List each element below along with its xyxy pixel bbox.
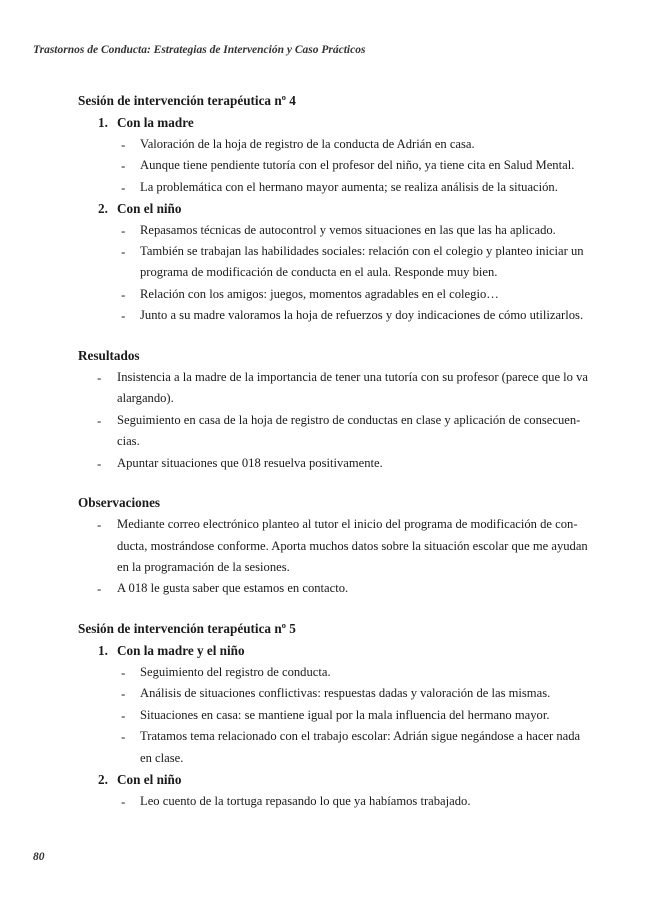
list-item-line: Insistencia a la madre de la importancia de tener una tutoría con su profesor (parece que lo va: [117, 370, 589, 384]
section-title-resultados: Resultados: [78, 348, 140, 363]
list-dash: -: [121, 729, 126, 744]
group-number: 1.: [98, 643, 108, 658]
list-item-line: Leo cuento de la tortuga repasando lo que ya habíamos trabajado.: [140, 794, 471, 808]
list-item-line: Seguimiento del registro de conducta.: [140, 665, 331, 679]
list-dash: -: [121, 180, 126, 195]
section-title-session-5: Sesión de intervención terapéutica nº 5: [78, 621, 296, 636]
group-number: 2.: [98, 201, 108, 216]
list-item-line: A 018 le gusta saber que estamos en contacto.: [117, 581, 349, 595]
list-dash: -: [121, 244, 126, 259]
group-number: 1.: [98, 115, 108, 130]
list-dash: -: [121, 708, 126, 723]
list-item-line: cias.: [117, 434, 140, 448]
list-dash: -: [121, 794, 126, 809]
list-dash: -: [97, 581, 102, 596]
list-item-line: ducta, mostrándose conforme. Aporta muchos datos sobre la situación escolar que me ayudan: [117, 539, 588, 553]
list-item-line: Análisis de situaciones conflictivas: respuestas dadas y valoración de las mismas.: [140, 686, 551, 700]
list-item-line: Aunque tiene pendiente tutoría con el profesor del niño, ya tiene cita en Salud Mental.: [140, 158, 575, 172]
list-item-line: Valoración de la hoja de registro de la conducta de Adrián en casa.: [140, 137, 475, 151]
group-label: Con el niño: [117, 772, 182, 787]
list-dash: -: [97, 517, 102, 532]
group-label: Con la madre: [117, 115, 194, 130]
list-item-line: La problemática con el hermano mayor aumenta; se realiza análisis de la situación.: [140, 180, 558, 194]
list-item-line: programa de modificación de conducta en el aula. Responde muy bien.: [140, 265, 498, 279]
list-item-line: Relación con los amigos: juegos, momentos agradables en el colegio…: [140, 287, 499, 301]
group-label: Con la madre y el niño: [117, 643, 245, 658]
group-label: Con el niño: [117, 201, 182, 216]
list-item-line: en clase.: [140, 751, 184, 765]
list-item-line: Repasamos técnicas de autocontrol y vemos situaciones en las que las ha aplicado.: [140, 223, 556, 237]
list-item-line: alargando).: [117, 391, 174, 405]
list-item-line: También se trabajan las habilidades sociales: relación con el colegio y planteo iniciar un: [140, 244, 584, 258]
list-dash: -: [121, 287, 126, 302]
list-item-line: en la programación de la sesiones.: [117, 560, 290, 574]
list-item-line: Tratamos tema relacionado con el trabajo escolar: Adrián sigue negándose a hacer nada: [140, 729, 581, 743]
list-dash: -: [121, 308, 126, 323]
list-dash: -: [121, 223, 126, 238]
list-item-line: Junto a su madre valoramos la hoja de refuerzos y doy indicaciones de cómo utilizarlos.: [140, 308, 584, 322]
list-item-line: Seguimiento en casa de la hoja de registro de conductas en clase y aplicación de consecuen-: [117, 413, 581, 427]
list-dash: -: [121, 137, 126, 152]
list-dash: -: [97, 370, 102, 385]
group-number: 2.: [98, 772, 108, 787]
list-dash: -: [121, 158, 126, 173]
list-item-line: Mediante correo electrónico planteo al tutor el inicio del programa de modificación de con-: [117, 517, 578, 531]
list-item-line: Situaciones en casa: se mantiene igual por la mala influencia del hermano mayor.: [140, 708, 550, 722]
running-header: Trastornos de Conducta: Estrategias de Intervención y Caso Prácticos: [33, 44, 366, 56]
list-item-line: Apuntar situaciones que 018 resuelva positivamente.: [117, 456, 383, 470]
list-dash: -: [121, 665, 126, 680]
section-title-observaciones: Observaciones: [78, 495, 161, 510]
list-dash: -: [121, 686, 126, 701]
section-title-session-4: Sesión de intervención terapéutica nº 4: [78, 93, 296, 108]
list-dash: -: [97, 456, 102, 471]
page-number: 80: [33, 851, 45, 863]
list-dash: -: [97, 413, 102, 428]
